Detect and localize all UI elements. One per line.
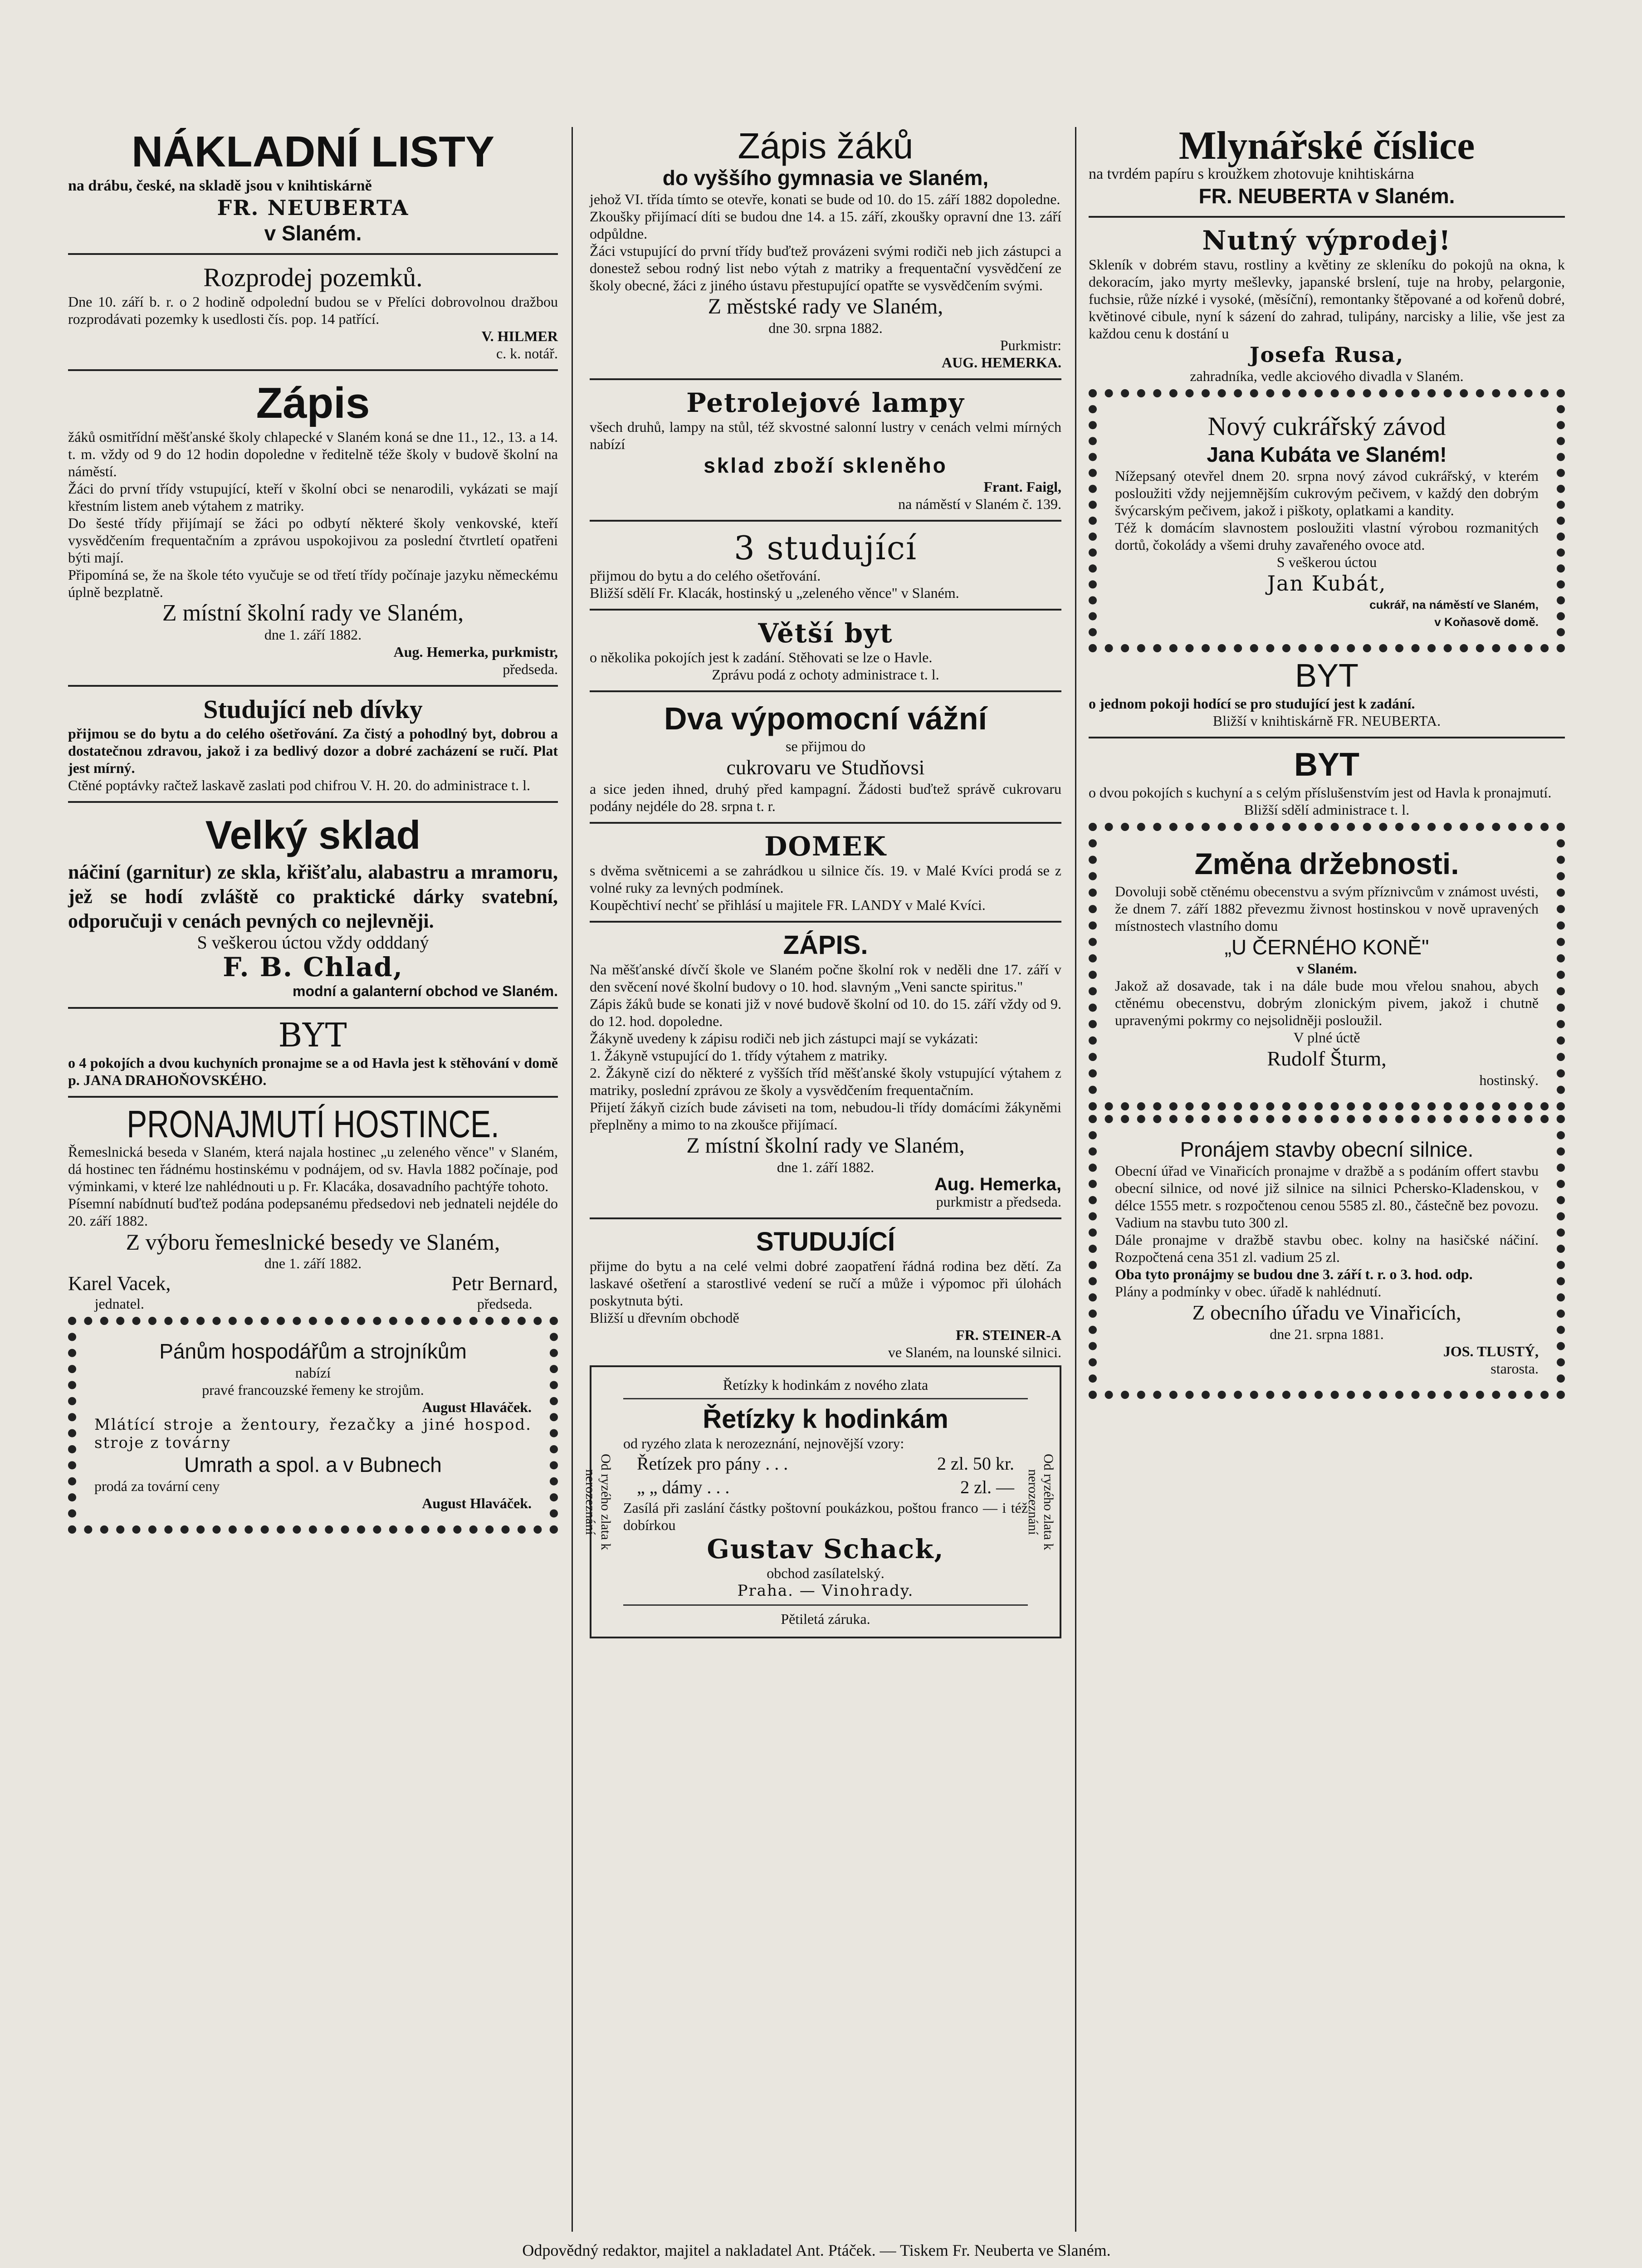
ad-byt-3 [1089,746,1565,818]
price-label: Řetízek pro pány . . . [637,1453,788,1474]
ad-title: Petrolejové lampy [686,387,965,418]
firm-name: Gustav Schack, [707,1534,944,1564]
signature: Rudolf Šturm, [1267,1047,1387,1070]
firm-name: FR. NEUBERTA v Slaném. [1198,184,1455,208]
ad-byt-2 [1089,657,1565,729]
ad-date: dne 1. září 1882. [777,1159,875,1175]
firm-place: v Slaném. [264,221,362,245]
ad-paragraph: Do šesté třídy přijímají se žáci po odbytí některé školy venkovské, kteří vysvědčením frequentačním a zprávou uspokojivou za poslední čtvrtletí opatřeni býti mají. [68,515,558,566]
signature-role: c. k. notář. [496,345,558,362]
ad-text: Písemní nabídnutí buďtež podána podepsanému předsedovi neb jednateli nejdéle do 20. září 1882. [68,1195,558,1229]
ad-mlynarske-cislice [1089,124,1565,209]
signature: Petr Bernard, [451,1272,558,1295]
ad-zapis-gymnasium [590,127,1061,371]
ad-date: dne 1. září 1882. [264,1255,362,1271]
ad-subtitle: do vyššího gymnasia ve Slaném, [662,166,989,190]
divider [68,801,558,803]
ad-pronajem-frame [1089,1115,1565,1399]
ad-text: o dvou pokojích s kuchyní a s celým příslušenstvím jest od Havla k pronajmutí. [1089,784,1552,801]
signature: Aug. Hemerka, purkmistr, [393,644,558,660]
firm-role: modní a galanterní obchod ve Slaném. [293,983,558,999]
ad-dva-vazni [590,699,1061,815]
divider [68,369,558,371]
signatures [68,1272,558,1312]
ad-title: Nutný výprodej! [1202,225,1451,256]
firm-role: obchod zasílatelský. [767,1565,885,1581]
ad-paragraph: V plné úctě [1293,1029,1360,1046]
firm-name: FR. NEUBERTA [217,196,409,220]
firm-name: Josefa Rusa, [1249,342,1404,367]
ad-text: Bližší sdělí Fr. Klacák, hostinský u „zeleného věnce" v Slaném. [590,585,959,601]
footer-imprint: Odpovědný redaktor, majitel a nakladatel Ant. Ptáček. — Tiskem Fr. Neuberta ve Slaném. [522,2241,1111,2259]
column-2 [583,126,1061,2232]
ad-from: Z městské rady ve Slaném, [708,294,943,318]
firm-name: F. B. Chlad, [223,952,403,982]
ad-text: nabízí [295,1364,331,1381]
ad-paragraph: 1. Žákyně vstupující do 1. třídy výtahem z matriky. [590,1047,888,1064]
divider [590,609,1061,611]
ad-title: NÁKLADNÍ LISTY [132,127,494,176]
signature: AUG. HEMERKA. [942,354,1061,371]
ad-text: Zasílá při zaslání částky poštovní poukázkou, poštou franco — i též dobírkou [623,1500,1028,1533]
ad-title: Pronájem stavby obecní silnice. [1180,1138,1474,1161]
ad-paragraph: Nížepsaný otevřel dnem 20. srpna nový závod cukrářský, v kterém posloužiti vždy nejjemnějším cukrovým pečivem, v každý den dobrým švýcarským pečivem, jakož i piškoty, oplatkami a kandity. [1115,468,1539,518]
signature: August Hlaváček. [422,1495,532,1511]
ad-zapis-chlapecka [68,378,558,678]
signature: Frant. Faigl, [983,479,1061,495]
divider [590,690,1061,692]
ad-nakladni-listy [68,127,558,246]
ad-text: na drábu, české, na skladě jsou v knihtiskárně [68,177,372,194]
ad-text: všech druhů, lampy na stůl, též skvostné salonní lustry v cenách velmi mírných nabízí [590,419,1061,452]
ad-paragraph: žáků osmitřídní měšťanské školy chlapecké v Slaném koná se dne 11., 12., 13. a 14. t. m. vždy od 9 do 12 hodin dopoledne v ředitelně téže školy v budově školní na náměstí. [68,429,558,479]
ad-title: Dva výpomocní vážní [664,701,987,736]
ad-text: Mlátící stroje a žentoury, řezačky a jiné hospod. stroje z továrny [94,1416,532,1452]
ad-paragraph: Též k domácím slavnostem posloužiti vlastní výrobou rozmanitých dortů, čokolády a všemi druhy zavařeného ovoce atd. [1115,519,1539,553]
ad-text: a sice jeden ihned, druhý před kampagní. Žádosti buďtež správě cukrovaru podány nejdéle do 28. srpna t. r. [590,781,1061,814]
ad-date: dne 21. srpna 1881. [1270,1326,1384,1342]
ad-title: 3 studující [733,529,918,567]
ad-velky-sklad [68,810,558,1000]
divider [1089,216,1565,218]
ad-paragraph: Zkoušky přijímací díti se budou dne 14. a 15. září, zkoušky opravní dne 13. září odpůldne. [590,208,1061,242]
ad-title: STUDUJÍCÍ [756,1227,895,1256]
ad-paragraph: Připomíná se, že na škole této vyučuje se od třetí třídy počínaje jazyku německému úplně bezplatně. [68,567,558,600]
ad-text: od ryzého zlata k nerozeznání, nejnovější vzory: [623,1435,904,1452]
ad-text: Bližší v knihtiskárně FR. NEUBERTA. [1212,713,1441,729]
ad-text: o několika pokojích jest k zadání. Stěhovati se lze o Havle. [590,649,933,665]
ad-title: Zápis žáků [738,126,914,166]
ad-text: náčiní (garnitur) ze skla, křišťalu, alabastru a mramoru, jež se hodí zvláště co praktické dárky svatební, odporučuji v cenách pevných co nejlevněji. [68,861,558,932]
ad-title: Nový cukrářský závod [1207,411,1446,441]
ad-from: Z místní školní rady ve Slaném, [686,1134,965,1158]
ad-place: v Slaném. [1296,960,1357,977]
divider [590,520,1061,522]
ad-3-studujici [590,529,1061,601]
divider [68,1096,558,1098]
ad-title: Velký sklad [205,812,421,857]
ad-title: Řetízky k hodinkám [703,1404,948,1434]
ad-text: Ctěné poptávky račtež laskavě zaslati pod chifrou V. H. 20. do administrace t. l. [68,777,530,793]
ad-from: Z obecního úřadu ve Vinařicích, [1192,1301,1461,1324]
ad-text: přijme do bytu a na celé velmi dobré zaopatření řádná rodina bez dětí. Za laskavé ošetření a starostlivé vedení se ručí a může i výpomoc při úlohách poskytnuta býti. [590,1258,1061,1309]
ad-title: BYT [1294,747,1359,783]
ad-from: Z místní školní rady ve Slaném, [162,600,464,626]
ad-text: Bližší sdělí administrace t. l. [1244,802,1410,818]
column-3 [1089,124,1565,2232]
ad-cukrarsky-frame [1089,389,1565,652]
ad-toptext: Řetízky k hodinkám z nového zlata [723,1377,929,1393]
signature: V. HILMER [481,328,558,344]
ad-hospodarum-frame [68,1317,558,1534]
ad-title: Zápis [256,379,370,427]
ad-studujici-divky [68,694,558,794]
ad-text: s dvěma světnicemi a se zahrádkou u silnice čís. 19. v Malé Kvíci prodá se z volné ruky za levných podmínek. [590,862,1061,896]
signature-role: purkmistr a předseda. [936,1193,1061,1210]
firm-address: na náměstí v Slaném č. 139. [898,496,1061,512]
ad-petrolejove-lampy [590,387,1061,513]
ad-paragraph: Dále pronajme v dražbě stavbu obec. kolny na hasičské náčiní. Rozpočtená cena 351 zl. vadium 25 zl. [1115,1232,1539,1265]
ad-text: Řemeslnická beseda v Slaném, která najala hostinec „u zeleného věnce" v Slaném, dá hostinec ten řádnému hostinskému v podnájem, od sv. Havla 1882 počínaje, pod výminkami, v které lze nahlédnouti u p. Fr. Klacáka, dosavadního pachtýře tohoto. [68,1144,558,1194]
ad-paragraph: Žákyně uvedeny k zápisu rodiči neb jich zástupci mají se vykázati: [590,1030,978,1046]
signature: Aug. Hemerka, [934,1174,1061,1194]
ad-paragraph: Obecní úřad ve Vinařicích pronajme v dražbě a s podáním offert stavbu obecní silnice, od nové již silnice na silnici Pchersko-Kladenskou, v délce 1555 metr. s rozpočtenou cenou 5585 zl. 80., částečně bez povozu. Vadium na stavbu tuto 300 zl. [1115,1163,1539,1231]
ad-text: se přijmou do [786,738,865,754]
ad-date: dne 30. srpna 1882. [768,320,883,336]
price-value: 2 zl. — [960,1477,1014,1497]
divider [623,1604,1028,1606]
signature-role: v Koňasově domě. [1434,615,1539,629]
divider [590,1217,1061,1219]
side-label: Od ryzého zlata k nerozeznání [1026,1453,1056,1550]
ad-title: Pánům hospodářům a strojníkům [159,1339,467,1363]
divider [590,822,1061,824]
price-row [623,1476,1028,1499]
ad-paragraph: S veškerou úctou [1276,554,1377,570]
ad-text: Zprávu podá z ochoty administrace t. l. [712,666,939,683]
ad-paragraph: Dovoluji sobě ctěnému obecenstvu a svým příznivcům v známost uvésti, že dnem 7. září 1882 převezmu živnost hostinskou v nově upravených místnostech vlastního domu [1115,883,1539,934]
ad-title: Větší byt [758,618,893,649]
divider [1089,737,1565,738]
ad-paragraph: Oba tyto pronájmy se budou dne 3. září t. r. o 3. hod. odp. [1115,1266,1473,1282]
ad-zapis-divci [590,930,1061,1210]
ad-paragraph: 2. Žákyně cizí do některé z vyšších tříd měšťanské školy vstupující výtahem z matriky, poslední zprávou ze školy a vysvědčením frequentačním. [590,1065,1061,1098]
ad-date: dne 1. září 1882. [264,626,362,643]
ad-title: BYT [278,1016,348,1054]
ad-text: Koupěchtiví nechť se přihlásí u majitele FR. LANDY v Malé Kvíci. [590,897,986,913]
divider [68,253,558,255]
ad-title: Studující neb dívky [203,694,423,724]
ad-paragraph: jehož VI. třída tímto se otevře, konati se bude od 10. do 15. září 1882 dopoledne. [590,191,1060,207]
column-1 [68,127,558,2232]
ad-text: přijmou se do bytu a do celého ošetřování. Za čistý a pohodlný byt, dobrou a dostatečnou zdravou, jakož i za bedlivý dozor a dobré zacházení se ručí. Plat jest mírný. [68,725,558,776]
ad-rozprodej [68,262,558,362]
signature: August Hlaváček. [422,1399,532,1415]
ad-vetsi-byt [590,618,1061,683]
ad-nutny-vyprodej [1089,225,1565,385]
ad-paragraph: Přijetí žákyň cizích bude záviseti na tom, nebudou-li třídy domácími žákyněmi přeplněny a mimo to na zkoušce přijímací. [590,1099,1061,1133]
ad-from: Z výboru řemeslnické besedy ve Slaném, [126,1229,500,1255]
signature-role: starosta. [1491,1360,1539,1377]
ad-title: DOMEK [764,831,887,862]
ad-text: Skleník v dobrém stavu, rostliny a květiny ze skleníku do pokojů na okna, k dekoracím, jako myrty mešlevky, japanské brslení, tuje na hroby, pelargonie, fuchsie, růže nízké i vysoké, (měsíční), remontanky štěpované a od kořenů dobré, květinové cibule, nyní k sázení do zahrad, tulipány, narcisky a lilie, vše jest za každou cenu k dostání u [1089,256,1565,342]
ad-paragraph: Na měšťanské dívčí škole ve Slaném počne školní rok v neděli dne 17. září v den svěcení nové školní budovy o 10. hod. slavným „Veni sancte spiritus." [590,961,1061,995]
ad-title: ZÁPIS. [783,930,868,960]
ad-subtitle: Jana Kubáta ve Slaném! [1207,443,1447,466]
ad-paragraph: Jakož až dosavade, tak i na dále bude mou vřelou snahou, abych ctěnému obecenstvu, dobrým zlonickým pivem, jakož i chutně upravenými pokrmy co nejsolidněji posloužil. [1115,978,1539,1028]
firm-address: zahradníka, vedle akciového divadla v Slaném. [1190,368,1464,384]
firm-address: ve Slaném, na lounské silnici. [888,1344,1061,1360]
signature-role: jednatel. [94,1295,144,1312]
ad-zmena-frame [1089,823,1565,1110]
signature: Karel Vacek, [68,1272,171,1295]
ad-text: Bližší u dřevním obchodě [590,1310,739,1326]
divider [623,1398,1028,1399]
ad-domek [590,831,1061,914]
ad-paragraph: Žáci vstupující do první třídy buďtež provázeni svými rodiči neb jich zástupci a donestež sebou rodný list nebo výtah z matriky a frequentační vysvědčení ze školy obecné, žáci z jiného ústavu přestupující opatřte se vysvědčením svými. [590,243,1061,293]
newspaper-page [68,124,1565,2232]
divider [590,921,1061,923]
ad-text: přijmou do bytu a do celého ošetřování. [590,567,821,584]
signature-role: předseda. [503,661,558,677]
ad-text: na tvrdém papíru s kroužkem zhotovuje knihtiskárna [1089,166,1414,182]
ad-text: o 4 pokojích a dvou kuchyních pronajme se a od Havla jest k stěhování v domě p. JANA DRAHOŇOVSKÉHO. [68,1055,558,1088]
ad-title: BYT [1295,658,1359,694]
ad-text: o jednom pokoji hodící se pro studující jest k zadání. [1089,695,1415,712]
ad-text: S veškerou úctou vždy odddaný [197,932,429,953]
price-value: 2 zl. 50 kr. [937,1453,1014,1474]
ad-text: prodá za tovární ceny [94,1478,220,1494]
side-label: Od ryzého zlata k nerozeznání [583,1453,613,1550]
divider [68,685,558,687]
ad-studujici [590,1227,1061,1361]
signature-role: Purkmistr: [1000,337,1061,353]
ad-title: Změna držebnosti. [1194,847,1459,880]
ad-byt-1 [68,1016,558,1089]
price-row [623,1452,1028,1476]
ad-retizky-frame [583,1365,1061,1638]
ad-name: „U ČERNÉHO KONĚ" [1224,935,1429,959]
ad-title: Rozprodej pozemků. [203,263,423,292]
ad-bottomtext: Pětiletá záruka. [781,1611,870,1627]
signature-role: cukrář, na náměstí ve Slaném, [1369,598,1539,611]
divider [68,1007,558,1009]
ad-text: Dne 10. září b. r. o 2 hodině odpolední budou se v Přelíci dobrovolnou dražbou rozprodávati pozemky k usedlosti čís. pop. 14 patřící. [68,293,558,327]
divider [590,378,1061,380]
ad-paragraph: Plány a podmínky v obec. úřadě k nahlédnutí. [1115,1283,1382,1300]
signature-role: hostinský. [1479,1072,1539,1088]
signature: JOS. TLUSTÝ, [1443,1343,1539,1359]
ad-paragraph: Zápis žáků bude se konati již v nové budově školní od 10. do 15. září vždy od 9. do 12. hod. dopoledne. [590,996,1061,1029]
firm-name: sklad zboží skleněho [704,454,948,477]
ad-title: Mlynářské číslice [1178,124,1475,168]
firm-name: Umrath a spol. a v Bubnech [184,1453,442,1476]
column-rule [1075,127,1076,2232]
ad-title: PRONAJMUTÍ HOSTINCE. [127,1103,499,1145]
column-rule [572,127,573,2232]
ad-text: cukrovaru ve Studňovsi [726,756,925,779]
ad-pronajmuti-hostince [68,1105,558,1312]
ad-text: pravé francouzské řemeny ke strojům. [202,1382,424,1398]
firm-address: Praha. — Vinohrady. [737,1582,914,1600]
signature: Jan Kubát, [1267,571,1387,596]
ad-paragraph: Žáci do první třídy vstupující, kteří v školní obci se nenarodili, vykázati se mají křestním listem aneb výtahem z matriky. [68,480,558,514]
price-label: „ „ dámy . . . [637,1477,730,1497]
signature: FR. STEINER-A [956,1327,1061,1343]
signature-role: předseda. [477,1295,533,1312]
